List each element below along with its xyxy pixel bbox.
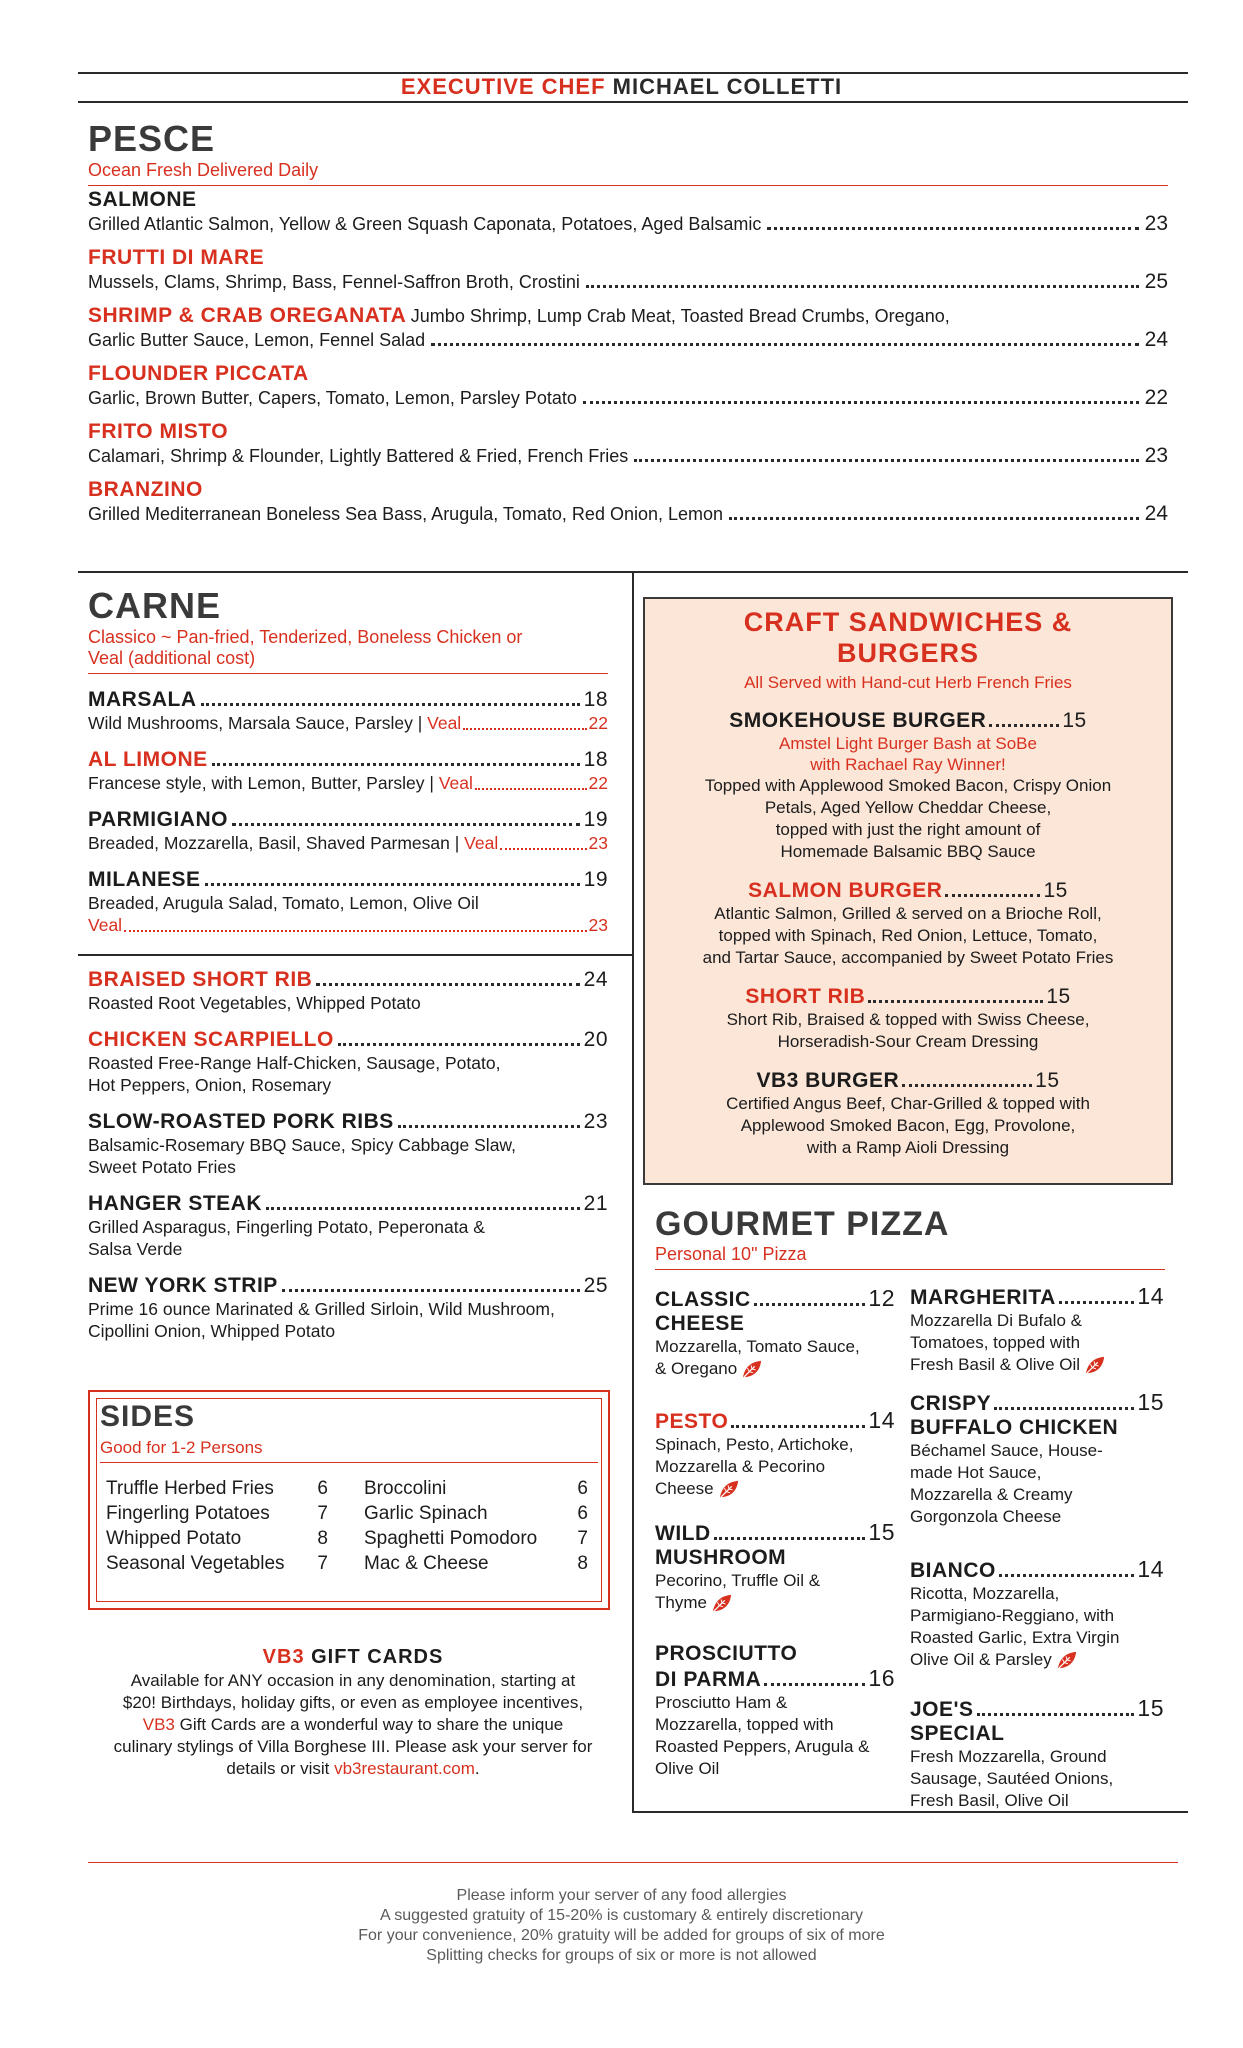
pizza-item <box>910 1284 1164 1376</box>
leaf-icon <box>1056 1650 1078 1670</box>
leader-dots <box>764 1683 865 1686</box>
leader-dots <box>868 1000 1043 1003</box>
item-desc: topped with just the right amount of <box>775 820 1041 839</box>
item-desc: Garlic Butter Sauce, Lemon, Fennel Salad <box>88 330 426 350</box>
item-name: MARSALA <box>88 688 197 711</box>
carne-divider <box>78 954 632 956</box>
leader-dots <box>463 712 586 730</box>
item-desc: Petals, Aged Yellow Cheddar Cheese, <box>764 798 1052 817</box>
item-desc: topped with Spinach, Red Onion, Lettuce, Tomato, <box>718 926 1098 945</box>
menu-item <box>88 808 608 854</box>
item-name: CRISPY <box>910 1392 992 1415</box>
leader-dots <box>1059 1301 1135 1304</box>
award-note: with Rachael Ray Winner! <box>810 755 1006 774</box>
item-desc: Fresh Basil, Olive Oil <box>910 1791 1069 1810</box>
item-desc: Pecorino, Truffle Oil & <box>655 1571 821 1590</box>
item-name: CLASSIC <box>655 1288 751 1311</box>
item-name: SALMONE <box>88 188 197 211</box>
item-name: WILD <box>655 1522 711 1545</box>
leader-dots <box>754 1303 866 1306</box>
item-desc: Mozzarella & Creamy <box>910 1485 1073 1504</box>
item-desc: Balsamic-Rosemary BBQ Sauce, Spicy Cabbage Slaw, <box>88 1135 516 1155</box>
item-name: PESTO <box>655 1410 729 1433</box>
sides-box <box>88 1390 610 1610</box>
leader-dots <box>989 724 1059 727</box>
menu-item <box>645 879 1171 969</box>
sides-rule <box>100 1462 598 1463</box>
footer-note: For your convenience, 20% gratuity will be added for groups of six of more <box>358 1927 885 1944</box>
item-name: PROSCIUTTO <box>655 1642 798 1665</box>
menu-item <box>88 188 1168 236</box>
menu-item <box>88 420 1168 468</box>
leader-dots <box>583 401 1139 404</box>
item-desc: Spinach, Pesto, Artichoke, <box>655 1435 854 1454</box>
leader-dots <box>994 1407 1134 1410</box>
item-name: HANGER STEAK <box>88 1192 263 1215</box>
item-desc: Hot Peppers, Onion, Rosemary <box>88 1075 332 1095</box>
menu-item <box>88 1028 608 1096</box>
menu-item <box>645 985 1171 1053</box>
item-price: 16 <box>868 1665 895 1691</box>
leader-dots <box>999 1574 1135 1577</box>
item-desc: Sausage, Sautéed Onions, <box>910 1769 1114 1788</box>
item-price: 24 <box>1144 328 1168 351</box>
pizza-item <box>655 1642 895 1780</box>
pizza-item <box>910 1390 1164 1528</box>
item-name: SHRIMP & CRAB OREGANATA <box>88 304 407 327</box>
item-name: SALMON BURGER <box>748 879 943 902</box>
leader-dots <box>714 1537 866 1540</box>
item-desc: Prosciutto Ham & <box>655 1693 788 1712</box>
item-desc: Grilled Mediterranean Boneless Sea Bass, Arugula, Tomato, Red Onion, Lemon <box>88 504 724 524</box>
item-price: 23 <box>1144 444 1168 467</box>
item-name: MILANESE <box>88 868 201 891</box>
gift-cards-section <box>88 1646 618 1780</box>
item-desc: and Tartar Sauce, accompanied by Sweet Potato Fries <box>702 948 1114 967</box>
menu-item <box>88 1274 608 1342</box>
gift-text: $20! Birthdays, holiday gifts, or even as employee incentives, <box>122 1693 584 1712</box>
item-desc: Fresh Mozzarella, Ground <box>910 1747 1107 1766</box>
side-item: Seasonal Vegetables 7 <box>106 1553 328 1574</box>
carne-section <box>88 585 608 936</box>
item-price: 23 <box>1144 212 1168 235</box>
sides-subtitle: Good for 1-2 Persons <box>100 1438 263 1457</box>
leader-dots <box>729 517 1139 520</box>
item-name: SPECIAL <box>910 1722 1005 1745</box>
item-desc: Atlantic Salmon, Grilled & served on a Brioche Roll, <box>714 904 1102 923</box>
item-desc: Thyme <box>655 1593 707 1612</box>
footer-note: Please inform your server of any food allergies <box>456 1887 787 1904</box>
veal-option: Veal <box>88 915 123 935</box>
item-price: 24 <box>1144 502 1168 525</box>
item-desc: & Oregano <box>655 1359 738 1378</box>
carne-subtitle: Classico ~ Pan-fried, Tenderized, Boneless Chicken or <box>88 627 523 647</box>
item-desc: Cipollini Onion, Whipped Potato <box>88 1321 336 1341</box>
item-desc: Tomatoes, topped with <box>910 1333 1081 1352</box>
item-desc: Mussels, Clams, Shrimp, Bass, Fennel-Saffron Broth, Crostini <box>88 272 580 292</box>
menu-item <box>88 1192 608 1260</box>
veal-option: Veal <box>464 833 499 853</box>
leader-dots <box>266 1207 580 1210</box>
item-desc: Breaded, Mozzarella, Basil, Shaved Parmesan | <box>88 833 460 853</box>
item-name: MARGHERITA <box>910 1286 1056 1309</box>
leader-dots <box>977 1713 1135 1716</box>
item-desc: Olive Oil & Parsley <box>910 1650 1052 1669</box>
veal-option: Veal <box>427 713 462 733</box>
footer-rule <box>88 1862 1178 1863</box>
item-desc: Parmigiano-Reggiano, with <box>910 1606 1115 1625</box>
footer-note: Splitting checks for groups of six or more is not allowed <box>426 1947 817 1964</box>
item-price: 24 <box>583 968 608 991</box>
menu-item <box>88 968 608 1014</box>
gift-text: Available for ANY occasion in any denomination, starting at <box>130 1671 576 1690</box>
sides-right-column <box>364 1476 588 1576</box>
item-desc: with a Ramp Aioli Dressing <box>806 1138 1010 1157</box>
award-note: Amstel Light Burger Bash at SoBe <box>779 734 1037 753</box>
side-item: Whipped Potato 8 <box>106 1528 328 1549</box>
item-price: 18 <box>583 748 608 771</box>
item-name: SMOKEHOUSE BURGER <box>729 709 987 732</box>
craft-title: BURGERS <box>836 638 979 668</box>
pesce-rule <box>88 185 1168 186</box>
item-desc: Topped with Applewood Smoked Bacon, Crispy Onion <box>704 776 1112 795</box>
item-desc: Grilled Atlantic Salmon, Yellow & Green Squash Caponata, Potatoes, Aged Balsamic <box>88 214 762 234</box>
craft-subtitle: All Served with Hand-cut Herb French Fries <box>744 673 1072 692</box>
item-name: BUFFALO CHICKEN <box>910 1416 1119 1439</box>
item-desc: Grilled Asparagus, Fingerling Potato, Peperonata & <box>88 1217 485 1237</box>
item-price: 14 <box>1137 1283 1164 1309</box>
item-name: BRAISED SHORT RIB <box>88 968 313 991</box>
leader-dots <box>586 285 1139 288</box>
item-desc: Ricotta, Mozzarella, <box>910 1584 1060 1603</box>
item-desc: Garlic, Brown Butter, Capers, Tomato, Lemon, Parsley Potato <box>88 388 577 408</box>
side-item: Mac & Cheese 8 <box>364 1553 588 1574</box>
item-desc: Cheese <box>655 1479 714 1498</box>
item-desc: Mozzarella, topped with <box>655 1715 834 1734</box>
leaf-icon <box>711 1593 733 1613</box>
pizza-item <box>655 1286 895 1380</box>
leader-dots <box>124 914 586 932</box>
item-price: 25 <box>583 1274 608 1297</box>
item-name: AL LIMONE <box>88 748 208 771</box>
item-name: CHEESE <box>655 1312 745 1335</box>
item-price: 25 <box>1144 270 1168 293</box>
veal-option: Veal <box>438 773 473 793</box>
leaf-icon <box>741 1359 763 1379</box>
item-desc: Gorgonzola Cheese <box>910 1507 1062 1526</box>
header-rule <box>78 101 1188 103</box>
leader-dots <box>767 227 1138 230</box>
executive-chef-line <box>0 74 1243 100</box>
leader-dots <box>212 763 580 766</box>
item-desc: Béchamel Sauce, House- <box>910 1441 1103 1460</box>
item-desc: Fresh Basil & Olive Oil <box>910 1355 1081 1374</box>
menu-item <box>88 868 608 936</box>
item-desc: Horseradish-Sour Cream Dressing <box>777 1032 1039 1051</box>
carne-rule <box>88 673 608 674</box>
item-desc: Applewood Smoked Bacon, Egg, Provolone, <box>740 1116 1076 1135</box>
item-price: 20 <box>583 1028 608 1051</box>
item-price: 23 <box>583 1110 608 1133</box>
item-desc: Francese style, with Lemon, Butter, Parsley | <box>88 773 434 793</box>
side-item: Truffle Herbed Fries 6 <box>106 1478 328 1499</box>
veal-price: 22 <box>588 773 608 793</box>
menu-item <box>88 478 1168 526</box>
leader-dots <box>282 1289 580 1292</box>
item-desc: Jumbo Shrimp, Lump Crab Meat, Toasted Bread Crumbs, Oregano, <box>410 306 950 326</box>
item-name: JOE'S <box>910 1698 974 1721</box>
item-desc: Olive Oil <box>655 1759 720 1778</box>
side-item: Spaghetti Pomodoro 7 <box>364 1528 588 1549</box>
item-name: NEW YORK STRIP <box>88 1274 278 1297</box>
leader-dots <box>201 703 580 706</box>
item-desc: Salsa Verde <box>88 1239 183 1259</box>
side-item: Broccolini 6 <box>364 1478 588 1499</box>
leader-dots <box>205 883 580 886</box>
gift-text: culinary stylings of Villa Borghese III. Please ask your server for <box>113 1737 593 1756</box>
item-name: PARMIGIANO <box>88 808 228 831</box>
sides-title: SIDES <box>100 1400 196 1433</box>
pizza-item <box>655 1408 895 1500</box>
item-name: FLOUNDER PICCATA <box>88 362 309 385</box>
pizza-item <box>910 1696 1164 1812</box>
leader-dots <box>500 832 586 850</box>
item-price: 15 <box>1046 985 1071 1008</box>
side-item: Fingerling Potatoes 7 <box>106 1503 328 1524</box>
item-desc: Roasted Peppers, Arugula & <box>655 1737 870 1756</box>
carne-title: CARNE <box>88 585 222 626</box>
item-name: BIANCO <box>910 1559 996 1582</box>
craft-sandwiches-box <box>643 597 1173 1185</box>
menu-item <box>88 362 1168 410</box>
item-desc: Wild Mushrooms, Marsala Sauce, Parsley | <box>88 713 423 733</box>
menu-item <box>88 246 1168 294</box>
item-desc: Calamari, Shrimp & Flounder, Lightly Battered & Fried, French Fries <box>88 446 629 466</box>
pesce-title: PESCE <box>88 118 216 159</box>
footer-notes <box>0 1886 1243 1966</box>
pizza-item <box>910 1557 1164 1671</box>
website-link[interactable]: vb3restaurant.com <box>334 1759 475 1778</box>
item-desc: Roasted Garlic, Extra Virgin <box>910 1628 1120 1647</box>
item-desc: Roasted Free-Range Half-Chicken, Sausage, Potato, <box>88 1053 501 1073</box>
pesce-section <box>88 118 1168 526</box>
gift-title: VB3 GIFT CARDS <box>262 1646 444 1668</box>
sides-left-column <box>106 1476 328 1576</box>
leaf-icon <box>718 1479 740 1499</box>
item-desc: Short Rib, Braised & topped with Swiss Cheese, <box>726 1010 1090 1029</box>
item-desc: Mozzarella Di Bufalo & <box>910 1311 1082 1330</box>
item-price: 22 <box>1144 386 1168 409</box>
item-desc: Mozzarella, Tomato Sauce, <box>655 1337 860 1356</box>
leader-dots <box>232 823 580 826</box>
item-name: FRITO MISTO <box>88 420 229 443</box>
menu-item <box>88 748 608 794</box>
item-price: 21 <box>583 1192 608 1215</box>
item-name: MUSHROOM <box>655 1546 787 1569</box>
item-name: FRUTTI DI MARE <box>88 246 265 269</box>
pizza-title: GOURMET PIZZA <box>655 1205 950 1243</box>
item-price: 14 <box>1137 1556 1164 1582</box>
leader-dots <box>634 459 1138 462</box>
menu-item <box>645 1069 1171 1159</box>
veal-price: 22 <box>588 713 608 733</box>
column-divider <box>632 571 634 1811</box>
pizza-section <box>655 1205 1165 1270</box>
item-name: DI PARMA <box>655 1668 762 1691</box>
item-price: 14 <box>868 1407 895 1433</box>
leader-dots <box>475 772 587 790</box>
item-price: 15 <box>868 1519 895 1545</box>
side-item: Garlic Spinach 6 <box>364 1503 588 1524</box>
item-name: BRANZINO <box>88 478 203 501</box>
item-price: 15 <box>1043 879 1068 902</box>
gift-text: VB3 Gift Cards are a wonderful way to share the unique <box>142 1715 564 1734</box>
gift-text: details or visit vb3restaurant.com. <box>226 1759 480 1778</box>
leader-dots <box>731 1425 865 1428</box>
leader-dots <box>398 1125 580 1128</box>
chef-label: EXECUTIVE CHEF <box>400 74 606 99</box>
item-desc: Certified Angus Beef, Char-Grilled & topped with <box>726 1094 1090 1113</box>
item-price: 15 <box>1137 1695 1164 1721</box>
menu-item <box>88 304 1168 352</box>
craft-title: CRAFT SANDWICHES & <box>743 607 1073 637</box>
pesce-subtitle: Ocean Fresh Delivered Daily <box>88 160 319 180</box>
leader-dots <box>902 1084 1032 1087</box>
leader-dots <box>316 983 579 986</box>
item-price: 15 <box>1137 1389 1164 1415</box>
item-name: SLOW-ROASTED PORK RIBS <box>88 1110 394 1133</box>
item-desc: Prime 16 ounce Marinated & Grilled Sirloin, Wild Mushroom, <box>88 1299 555 1319</box>
item-name: SHORT RIB <box>745 985 866 1008</box>
item-name: VB3 BURGER <box>756 1069 900 1092</box>
item-desc: Mozzarella & Pecorino <box>655 1457 826 1476</box>
veal-price: 23 <box>588 833 608 853</box>
item-desc: Sweet Potato Fries <box>88 1157 236 1177</box>
item-price: 19 <box>583 868 608 891</box>
leader-dots <box>338 1043 580 1046</box>
menu-item <box>88 1110 608 1178</box>
pizza-subtitle: Personal 10" Pizza <box>655 1244 807 1264</box>
veal-price: 23 <box>588 915 608 935</box>
item-price: 15 <box>1062 709 1087 732</box>
item-price: 12 <box>868 1285 895 1311</box>
item-desc: made Hot Sauce, <box>910 1463 1042 1482</box>
pizza-rule <box>655 1269 1165 1270</box>
item-price: 18 <box>583 688 608 711</box>
item-desc: Roasted Root Vegetables, Whipped Potato <box>88 993 421 1013</box>
item-desc: Homemade Balsamic BBQ Sauce <box>780 842 1036 861</box>
item-name: CHICKEN SCARPIELLO <box>88 1028 334 1051</box>
chef-name: MICHAEL COLLETTI <box>612 74 843 99</box>
menu-item <box>88 688 608 734</box>
menu-item <box>645 709 1171 863</box>
leader-dots <box>945 894 1040 897</box>
leaf-icon <box>1084 1355 1106 1375</box>
leader-dots <box>431 343 1138 346</box>
pizza-item <box>655 1520 895 1614</box>
footer-note: A suggested gratuity of 15-20% is customary & entirely discretionary <box>380 1907 863 1924</box>
carne-subtitle: Veal (additional cost) <box>88 648 256 668</box>
carne-mains <box>88 968 608 1342</box>
item-desc: Breaded, Arugula Salad, Tomato, Lemon, Olive Oil <box>88 893 479 913</box>
item-price: 15 <box>1035 1069 1060 1092</box>
item-price: 19 <box>583 808 608 831</box>
